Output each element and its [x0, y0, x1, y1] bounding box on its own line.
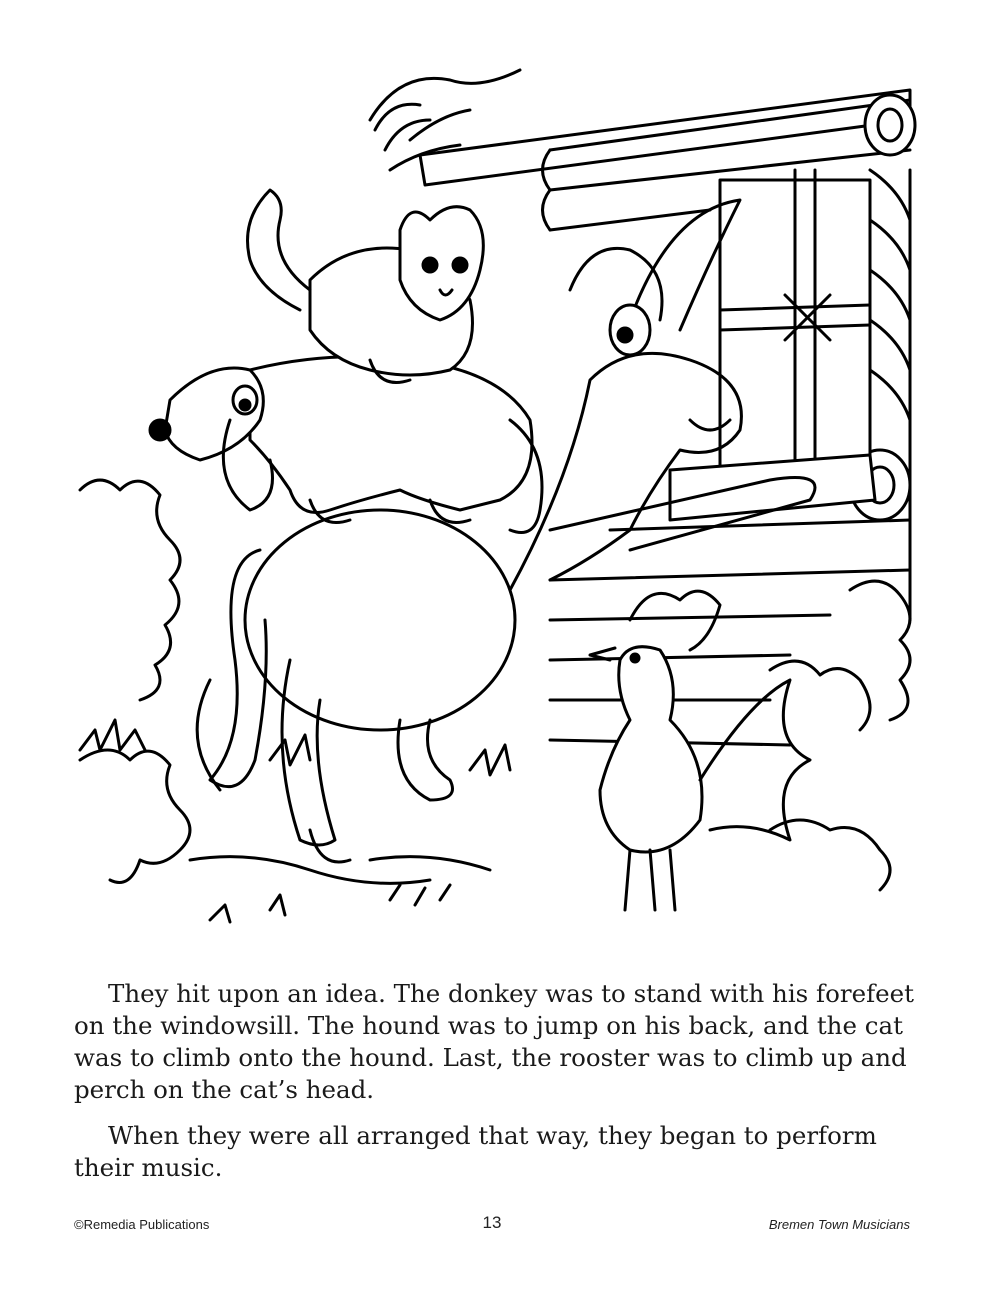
book-title: Bremen Town Musicians — [768, 1217, 910, 1232]
story-text — [74, 978, 920, 1198]
cabin-roof — [370, 70, 910, 185]
rooster — [590, 591, 810, 910]
story-paragraph: They hit upon an idea. The donkey was to stand with his forefeet on the windowsill. The hound was to jump on his back, and the cat was to climb onto the hound. Last, the rooster was to climb up and perch on the cat’s head. — [74, 979, 914, 1104]
illustration-svg — [70, 60, 930, 930]
publisher-credit: ©Remedia Publications — [74, 1217, 210, 1232]
cabin-window — [670, 170, 875, 520]
story-illustration — [70, 60, 930, 930]
cat — [248, 190, 484, 383]
page-number: 13 — [482, 1213, 502, 1232]
hound — [150, 357, 542, 533]
story-paragraph: When they were all arranged that way, they began to perform their music. — [74, 1121, 877, 1182]
page-footer — [74, 1213, 910, 1237]
